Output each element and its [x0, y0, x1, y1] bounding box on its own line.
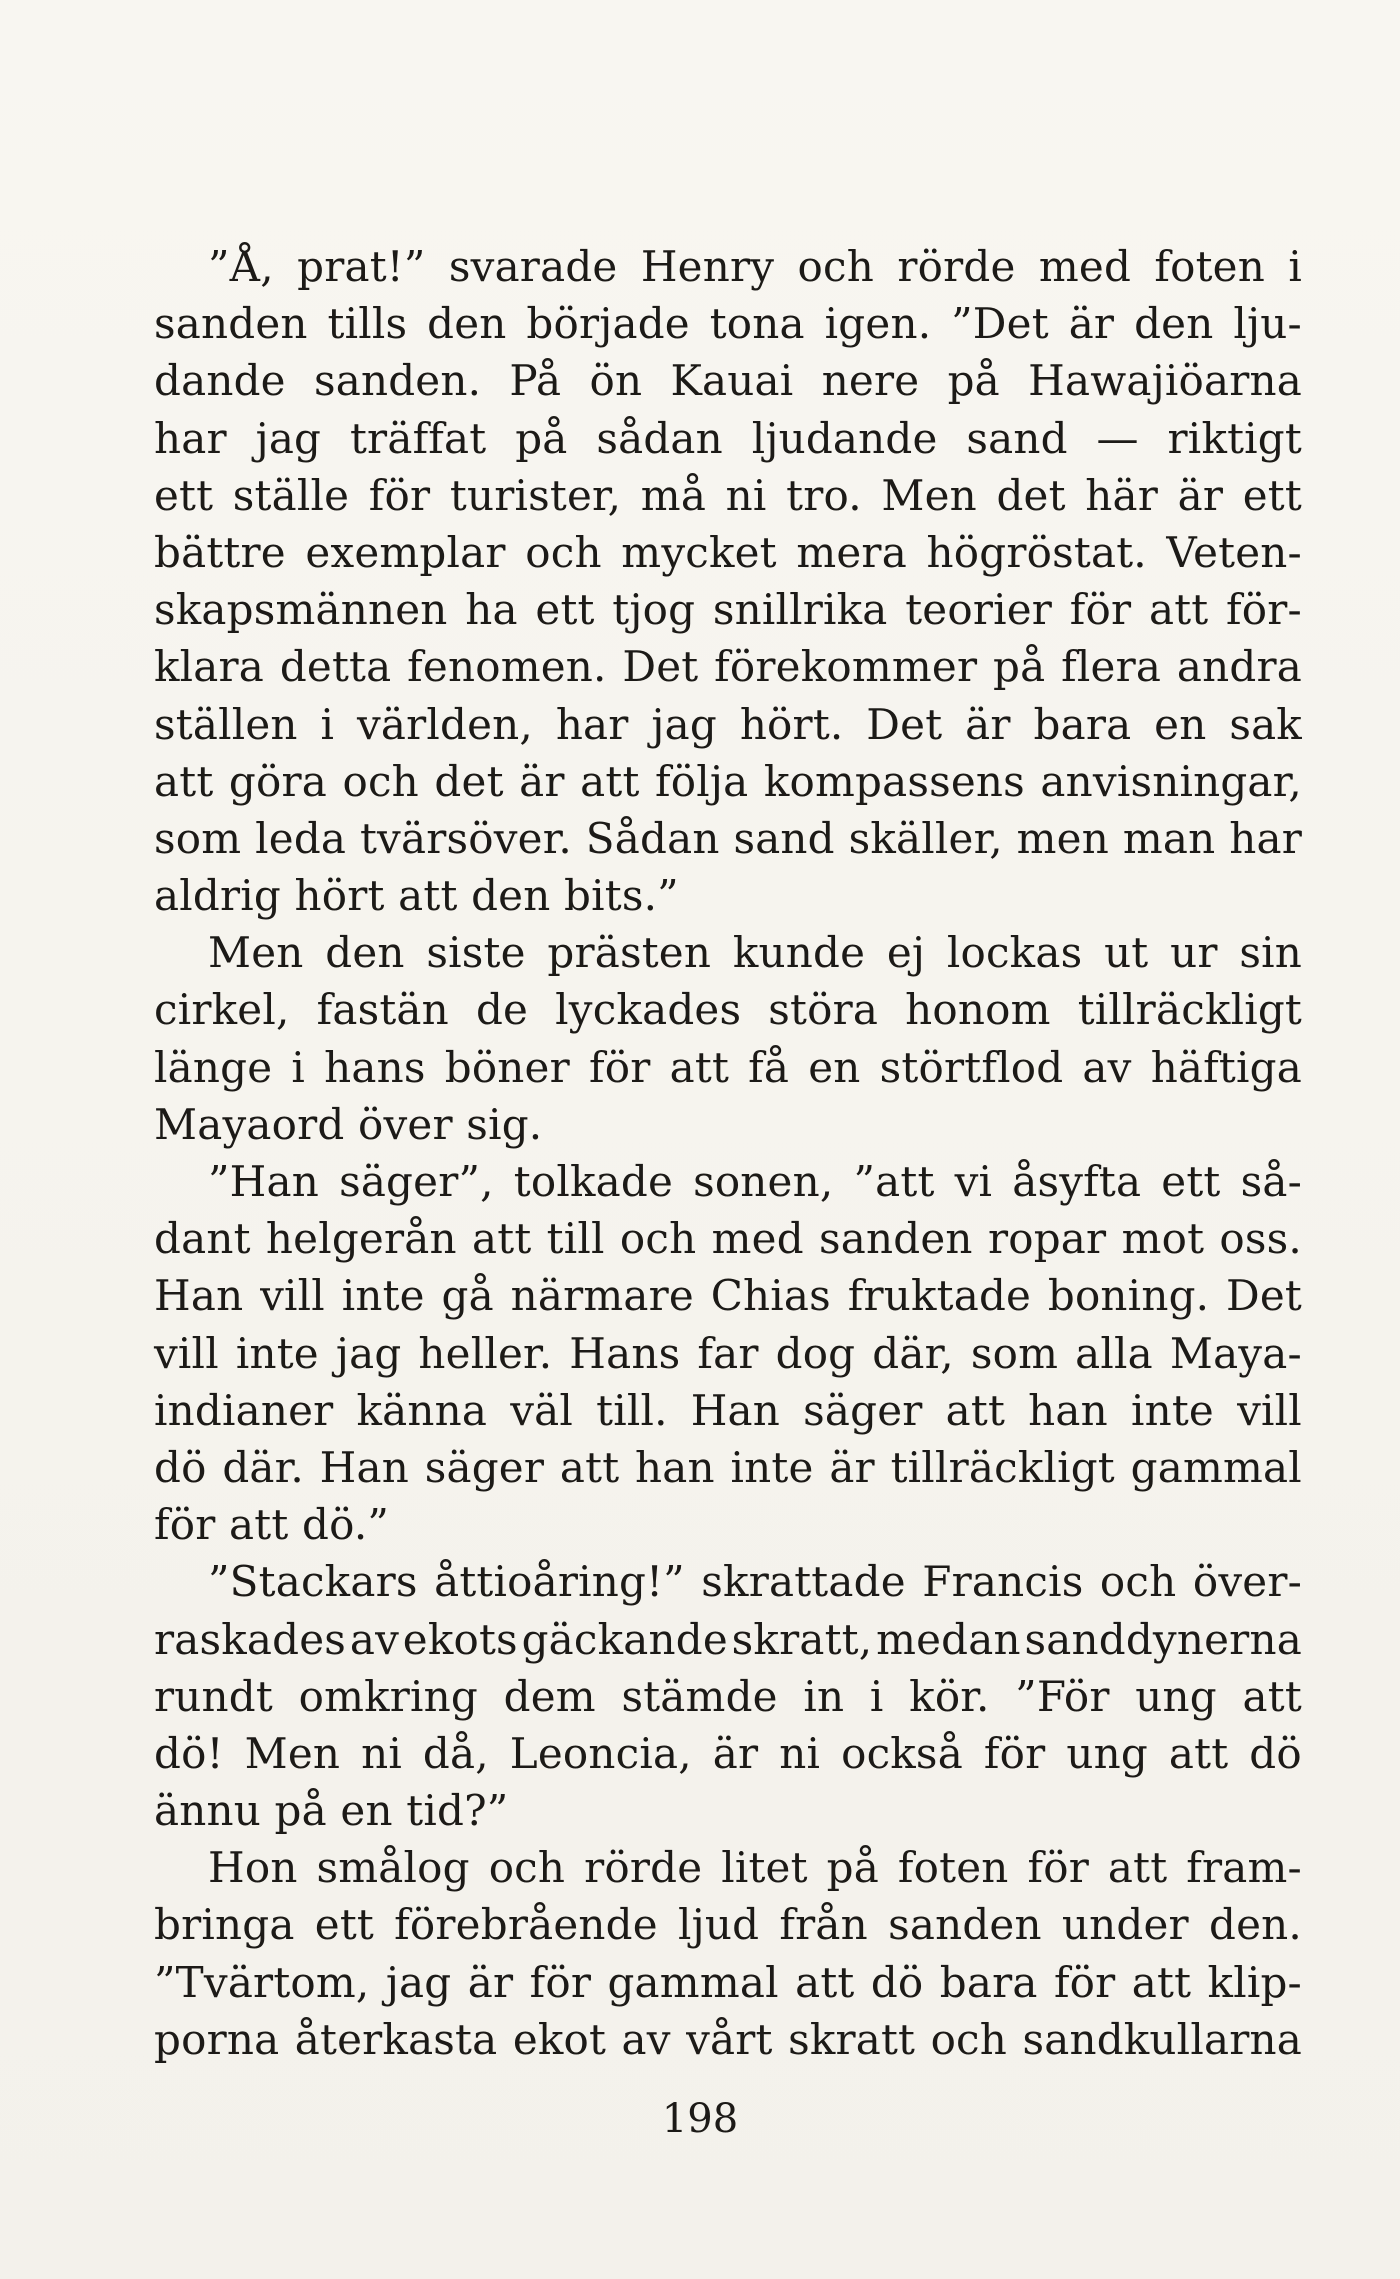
text-line: raskades av ekots gäckande skratt, medan sanddynerna: [154, 1614, 1302, 1664]
text-line: Han vill inte gå närmare Chias fruktade boning. Det: [154, 1271, 1302, 1321]
text-line: aldrig hört att den bits.”: [154, 871, 679, 921]
text-line: ”Å, prat!” svarade Henry och rörde med foten i: [208, 242, 1302, 291]
body-text: [154, 238, 1302, 2068]
text-line: för att dö.”: [154, 1500, 390, 1550]
text-line: sanden tills den började tona igen. ”Det är den lju-: [154, 299, 1302, 349]
text-line: dant helgerån att till och med sanden ropar mot oss.: [154, 1214, 1302, 1264]
text-line: länge i hans böner för att få en störtflod av häftiga: [154, 1042, 1302, 1092]
text-line: dö! Men ni då, Leoncia, är ni också för ung att dö: [154, 1728, 1302, 1778]
text-line: har jag träffat på sådan ljudande sand — riktigt: [154, 413, 1302, 463]
text-line: Men den siste prästen kunde ej lockas ut ur sin: [208, 928, 1302, 978]
text-line: dö där. Han säger att han inte är tillräckligt gammal: [154, 1442, 1302, 1492]
text-line: porna återkasta ekot av vårt skratt och sandkullarna: [154, 2014, 1302, 2064]
text-line: Mayaord över sig.: [154, 1099, 543, 1149]
text-line: cirkel, fastän de lyckades störa honom tillräckligt: [154, 985, 1302, 1035]
text-line: ett ställe för turister, må ni tro. Men det här är ett: [154, 470, 1302, 520]
text-line: skapsmännen ha ett tjog snillrika teorier för att för-: [154, 585, 1302, 635]
text-line: ”Tvärtom, jag är för gammal att dö bara för att klip-: [154, 1957, 1302, 2007]
text-line: indianer känna väl till. Han säger att han inte vill: [154, 1385, 1302, 1435]
text-line: Hon smålog och rörde litet på foten för att fram-: [208, 1843, 1302, 1893]
text-line: dande sanden. På ön Kauai nere på Hawajiöarna: [154, 356, 1302, 406]
text-line: vill inte jag heller. Hans far dog där, som alla Maya-: [154, 1328, 1302, 1378]
text-line: ”Stackars åttioåring!” skrattade Francis och över-: [208, 1557, 1302, 1607]
text-line: som leda tvärsöver. Sådan sand skäller, men man har: [154, 813, 1302, 863]
text-line: rundt omkring dem stämde in i kör. ”För ung att: [154, 1671, 1302, 1721]
text-line: bringa ett förebrående ljud från sanden under den.: [154, 1900, 1302, 1950]
text-line: ”Han säger”, tolkade sonen, ”att vi åsyfta ett så-: [208, 1157, 1302, 1206]
text-line: klara detta fenomen. Det förekommer på flera andra: [154, 642, 1302, 692]
text-line: ställen i världen, har jag hört. Det är bara en sak: [154, 699, 1302, 749]
page-number: 198: [661, 2096, 739, 2142]
text-line: bättre exemplar och mycket mera högröstat. Veten-: [154, 527, 1302, 577]
text-line: att göra och det är att följa kompassens anvisningar,: [154, 756, 1302, 806]
text-line: ännu på en tid?”: [154, 1786, 509, 1836]
